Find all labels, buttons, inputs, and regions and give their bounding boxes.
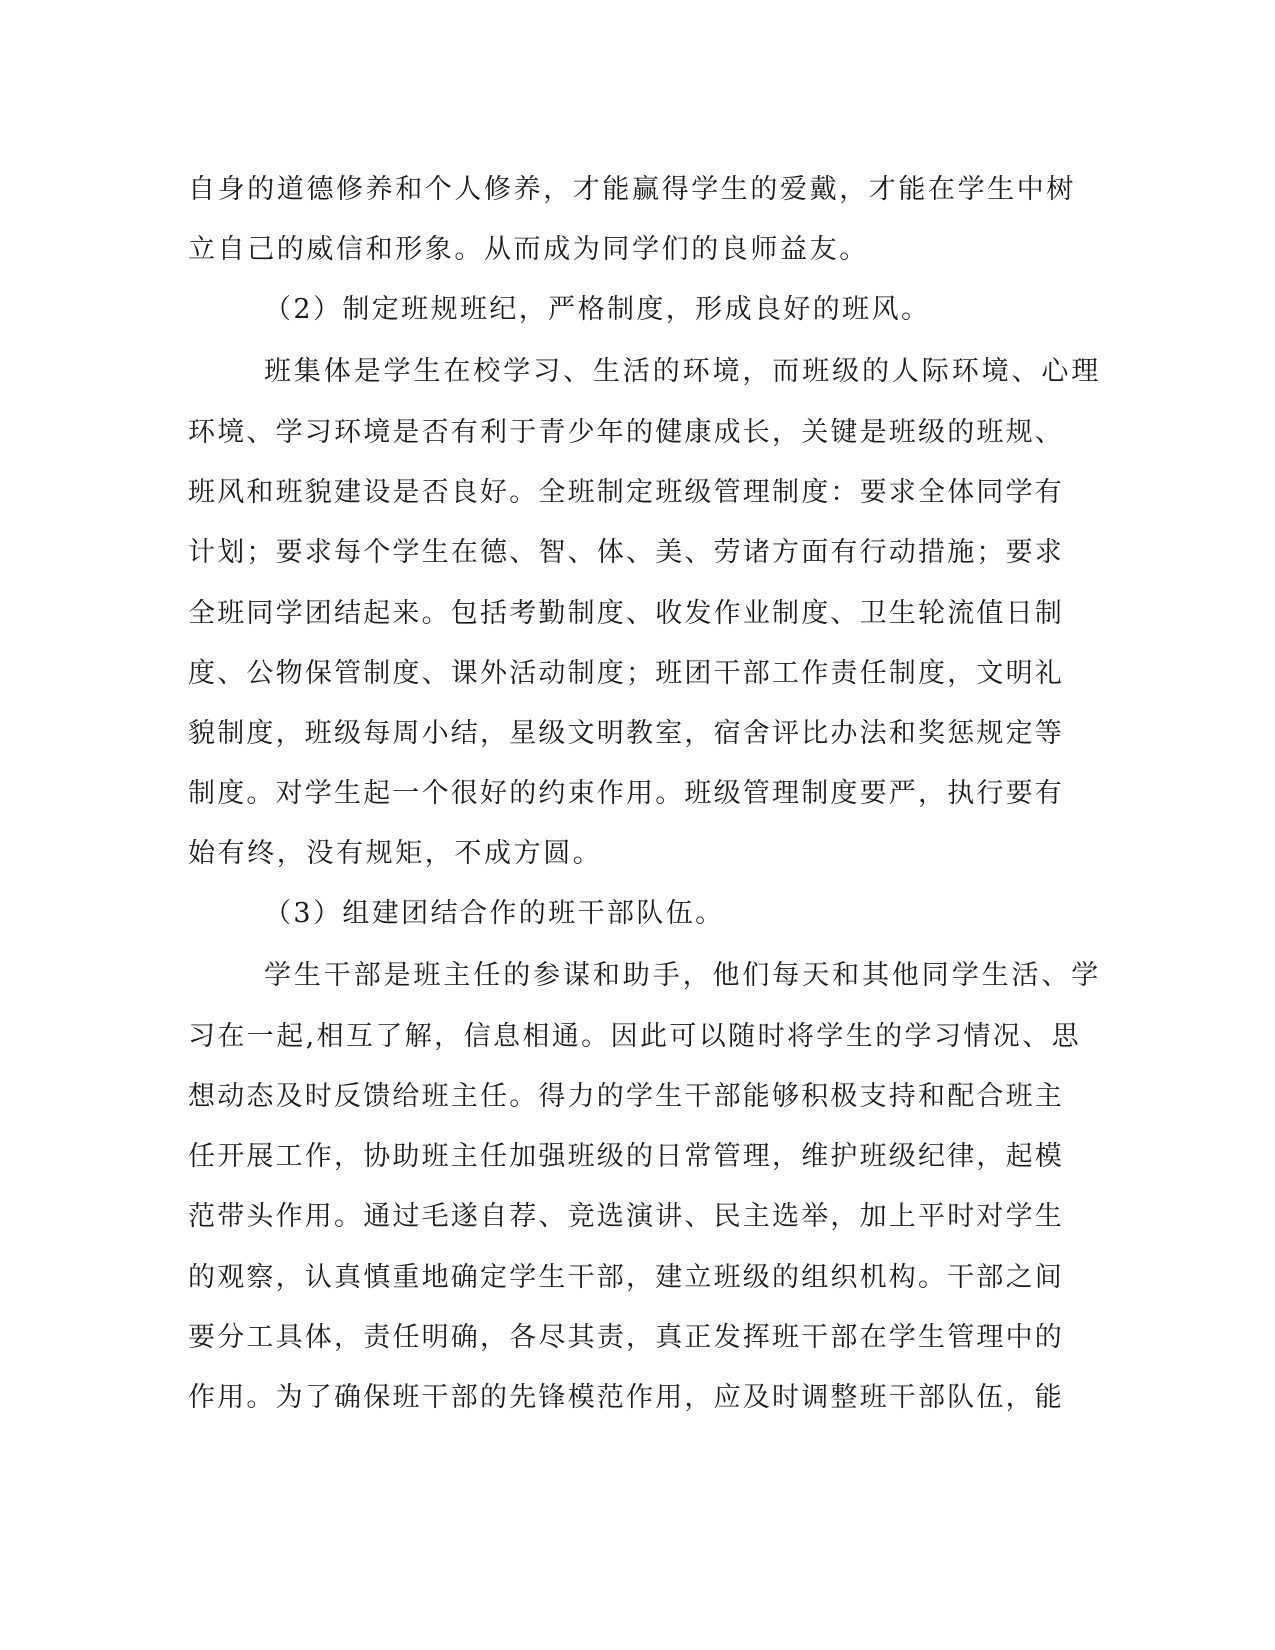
text-line: 计划；要求每个学生在德、智、体、美、劳诸方面有行动措施；要求	[188, 537, 1064, 568]
text-line: 环境、学习环境是否有利于青少年的健康成长，关键是班级的班规、	[188, 417, 1064, 448]
text-line: 任开展工作，协助班主任加强班级的日常管理，维护班级纪律，起模	[188, 1141, 1064, 1172]
text-line: 想动态及时反馈给班主任。得力的学生干部能够积极支持和配合班主	[188, 1081, 1064, 1112]
section-heading: （2）制定班规班纪，严格制度，形成良好的班风。	[264, 294, 931, 325]
text-line: 学生干部是班主任的参谋和助手，他们每天和其他同学生活、学	[264, 960, 1102, 991]
text-line: 作用。为了确保班干部的先锋模范作用，应及时调整班干部队伍，能	[188, 1382, 1064, 1413]
text-line: 范带头作用。通过毛遂自荐、竞选演讲、民主选举，加上平时对学生	[188, 1201, 1064, 1232]
text-line: 制度。对学生起一个很好的约束作用。班级管理制度要严，执行要有	[188, 778, 1064, 809]
text-line: 全班同学团结起来。包括考勤制度、收发作业制度、卫生轮流值日制	[188, 598, 1064, 629]
text-line: 貌制度，班级每周小结，星级文明教室，宿舍评比办法和奖惩规定等	[188, 718, 1064, 749]
text-line: 班风和班貌建设是否良好。全班制定班级管理制度：要求全体同学有	[188, 477, 1064, 508]
text-line: 度、公物保管制度、课外活动制度；班团干部工作责任制度，文明礼	[188, 658, 1064, 689]
text-line: 要分工具体，责任明确，各尽其责，真正发挥班干部在学生管理中的	[188, 1322, 1064, 1353]
text-line: 始有终，没有规矩，不成方圆。	[188, 838, 603, 869]
text-line: 立自己的威信和形象。从而成为同学们的良师益友。	[188, 234, 869, 265]
text-line: 的观察，认真慎重地确定学生干部，建立班级的组织机构。干部之间	[188, 1262, 1064, 1293]
text-line: 自身的道德修养和个人修养，才能赢得学生的爱戴，才能在学生中树	[188, 174, 1076, 205]
text-line: 习在一起,相互了解，信息相通。因此可以随时将学生的学习情况、思	[188, 1021, 1081, 1052]
text-line: 班集体是学生在校学习、生活的环境，而班级的人际环境、心理	[264, 356, 1102, 387]
section-heading: （3）组建团结合作的班干部队伍。	[264, 898, 725, 929]
